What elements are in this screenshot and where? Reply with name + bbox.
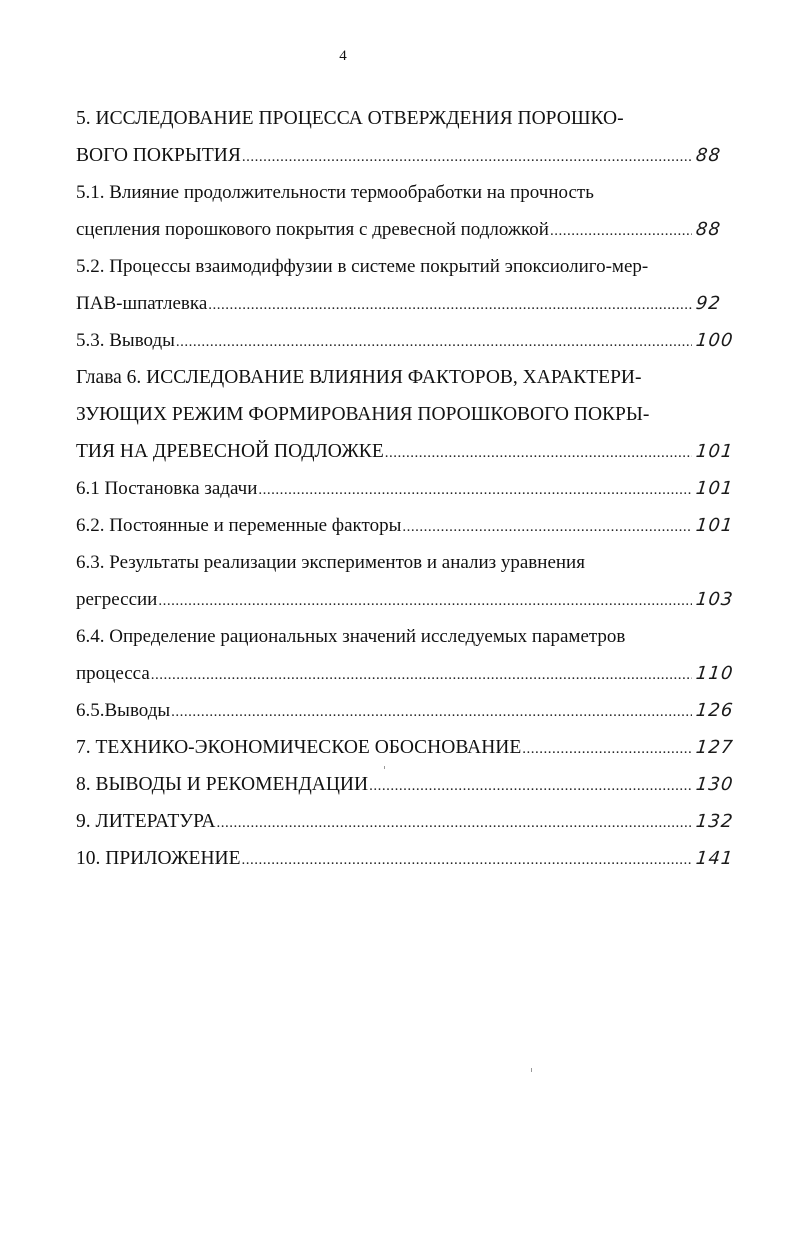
toc-entry-line — [76, 618, 736, 655]
toc-entry-last-line — [76, 433, 736, 470]
toc-entry — [76, 248, 736, 322]
handwritten-page-number: 88 — [694, 219, 723, 240]
toc-entry-last-line — [76, 137, 736, 174]
dot-leader — [369, 768, 692, 805]
dot-leader — [151, 657, 692, 694]
dot-leader — [208, 287, 692, 324]
toc-entry-line — [76, 396, 736, 433]
dot-leader — [242, 842, 692, 879]
toc-entry-text: 6.2. Постоянные и переменные факторы — [76, 507, 402, 544]
dot-leader — [242, 139, 692, 176]
toc-entry-text: 5.1. Влияние продолжительности термообработки на прочность — [76, 182, 594, 203]
toc-entry — [76, 470, 736, 507]
dot-leader — [158, 583, 692, 620]
handwritten-page-number: 130 — [694, 774, 735, 795]
toc-entry-text: процесса — [76, 655, 151, 692]
toc-entry — [76, 544, 736, 618]
toc-entry — [76, 507, 736, 544]
toc-entry-line — [76, 174, 736, 211]
toc-entry-last-line — [76, 470, 736, 507]
toc-entry-text: 5. ИССЛЕДОВАНИЕ ПРОЦЕССА ОТВЕРЖДЕНИЯ ПОРОШКО- — [76, 108, 624, 129]
toc-entry-text: регрессии — [76, 581, 158, 618]
handwritten-page-number: 88 — [694, 145, 723, 166]
toc-entry-text: 10. ПРИЛОЖЕНИЕ — [76, 840, 242, 877]
scan-speck — [531, 1068, 532, 1072]
toc-entry-text: сцепления порошкового покрытия с древесной подложкой — [76, 211, 550, 248]
toc-entry-text: 6.3. Результаты реализации экспериментов и анализ уравнения — [76, 552, 585, 573]
page-number: 4 — [339, 48, 347, 64]
toc-entry-line — [76, 100, 736, 137]
toc-entry-text: 6.5.Выводы — [76, 692, 171, 729]
table-of-contents — [76, 100, 736, 877]
toc-entry-last-line — [76, 840, 736, 877]
handwritten-page-number: 101 — [694, 441, 735, 462]
toc-entry — [76, 803, 736, 840]
toc-entry-text: ЗУЮЩИХ РЕЖИМ ФОРМИРОВАНИЯ ПОРОШКОВОГО ПОКРЫ- — [76, 404, 650, 425]
toc-entry — [76, 729, 736, 766]
toc-entry-text: 5.3. Выводы — [76, 322, 176, 359]
toc-entry-last-line — [76, 285, 736, 322]
dot-leader — [258, 472, 692, 509]
toc-entry-text: 6.1 Постановка задачи — [76, 470, 258, 507]
toc-entry — [76, 359, 736, 470]
toc-entry — [76, 840, 736, 877]
toc-entry-text: Глава 6. ИССЛЕДОВАНИЕ ВЛИЯНИЯ ФАКТОРОВ, ХАРАКТЕРИ- — [76, 367, 642, 388]
toc-entry-last-line — [76, 507, 736, 544]
toc-entry-text: ВОГО ПОКРЫТИЯ — [76, 137, 242, 174]
toc-entry-text: ПАВ-шпатлевка — [76, 285, 208, 322]
toc-entry-text: 5.2. Процессы взаимодиффузии в системе покрытий эпоксиолиго-мер- — [76, 256, 649, 277]
handwritten-page-number: 126 — [694, 700, 735, 721]
handwritten-page-number: 110 — [694, 663, 735, 684]
handwritten-page-number: 100 — [694, 330, 735, 351]
toc-entry-text: 7. ТЕХНИКО-ЭКОНОМИЧЕСКОЕ ОБОСНОВАНИЕ — [76, 729, 522, 766]
toc-entry-last-line — [76, 211, 736, 248]
dot-leader — [522, 731, 692, 768]
dot-leader — [402, 509, 692, 546]
dot-leader — [217, 805, 693, 842]
toc-entry-last-line — [76, 581, 736, 618]
handwritten-page-number: 103 — [694, 589, 735, 610]
toc-entry — [76, 322, 736, 359]
toc-entry-last-line — [76, 766, 736, 803]
handwritten-page-number: 101 — [694, 515, 735, 536]
handwritten-page-number: 132 — [694, 811, 735, 832]
toc-entry — [76, 692, 736, 729]
handwritten-page-number: 92 — [694, 293, 723, 314]
handwritten-page-number: 101 — [694, 478, 735, 499]
dot-leader — [176, 324, 692, 361]
toc-entry-last-line — [76, 692, 736, 729]
handwritten-page-number: 141 — [694, 848, 735, 869]
toc-entry-line — [76, 359, 736, 396]
toc-entry — [76, 766, 736, 803]
toc-entry-last-line — [76, 655, 736, 692]
toc-entry-text: 9. ЛИТЕРАТУРА — [76, 803, 217, 840]
dot-leader — [550, 213, 692, 250]
toc-entry-last-line — [76, 803, 736, 840]
handwritten-page-number: 127 — [694, 737, 735, 758]
toc-entry — [76, 618, 736, 692]
toc-entry-text: 6.4. Определение рациональных значений исследуемых параметров — [76, 626, 626, 647]
dot-leader — [171, 694, 692, 731]
toc-entry-last-line — [76, 729, 736, 766]
scan-speck — [384, 766, 385, 769]
toc-entry — [76, 100, 736, 174]
toc-entry-text: 8. ВЫВОДЫ И РЕКОМЕНДАЦИИ — [76, 766, 369, 803]
toc-entry-line — [76, 544, 736, 581]
toc-entry-text: ТИЯ НА ДРЕВЕСНОЙ ПОДЛОЖКЕ — [76, 433, 385, 470]
toc-entry — [76, 174, 736, 248]
dot-leader — [385, 435, 692, 472]
toc-entry-last-line — [76, 322, 736, 359]
toc-entry-line — [76, 248, 736, 285]
